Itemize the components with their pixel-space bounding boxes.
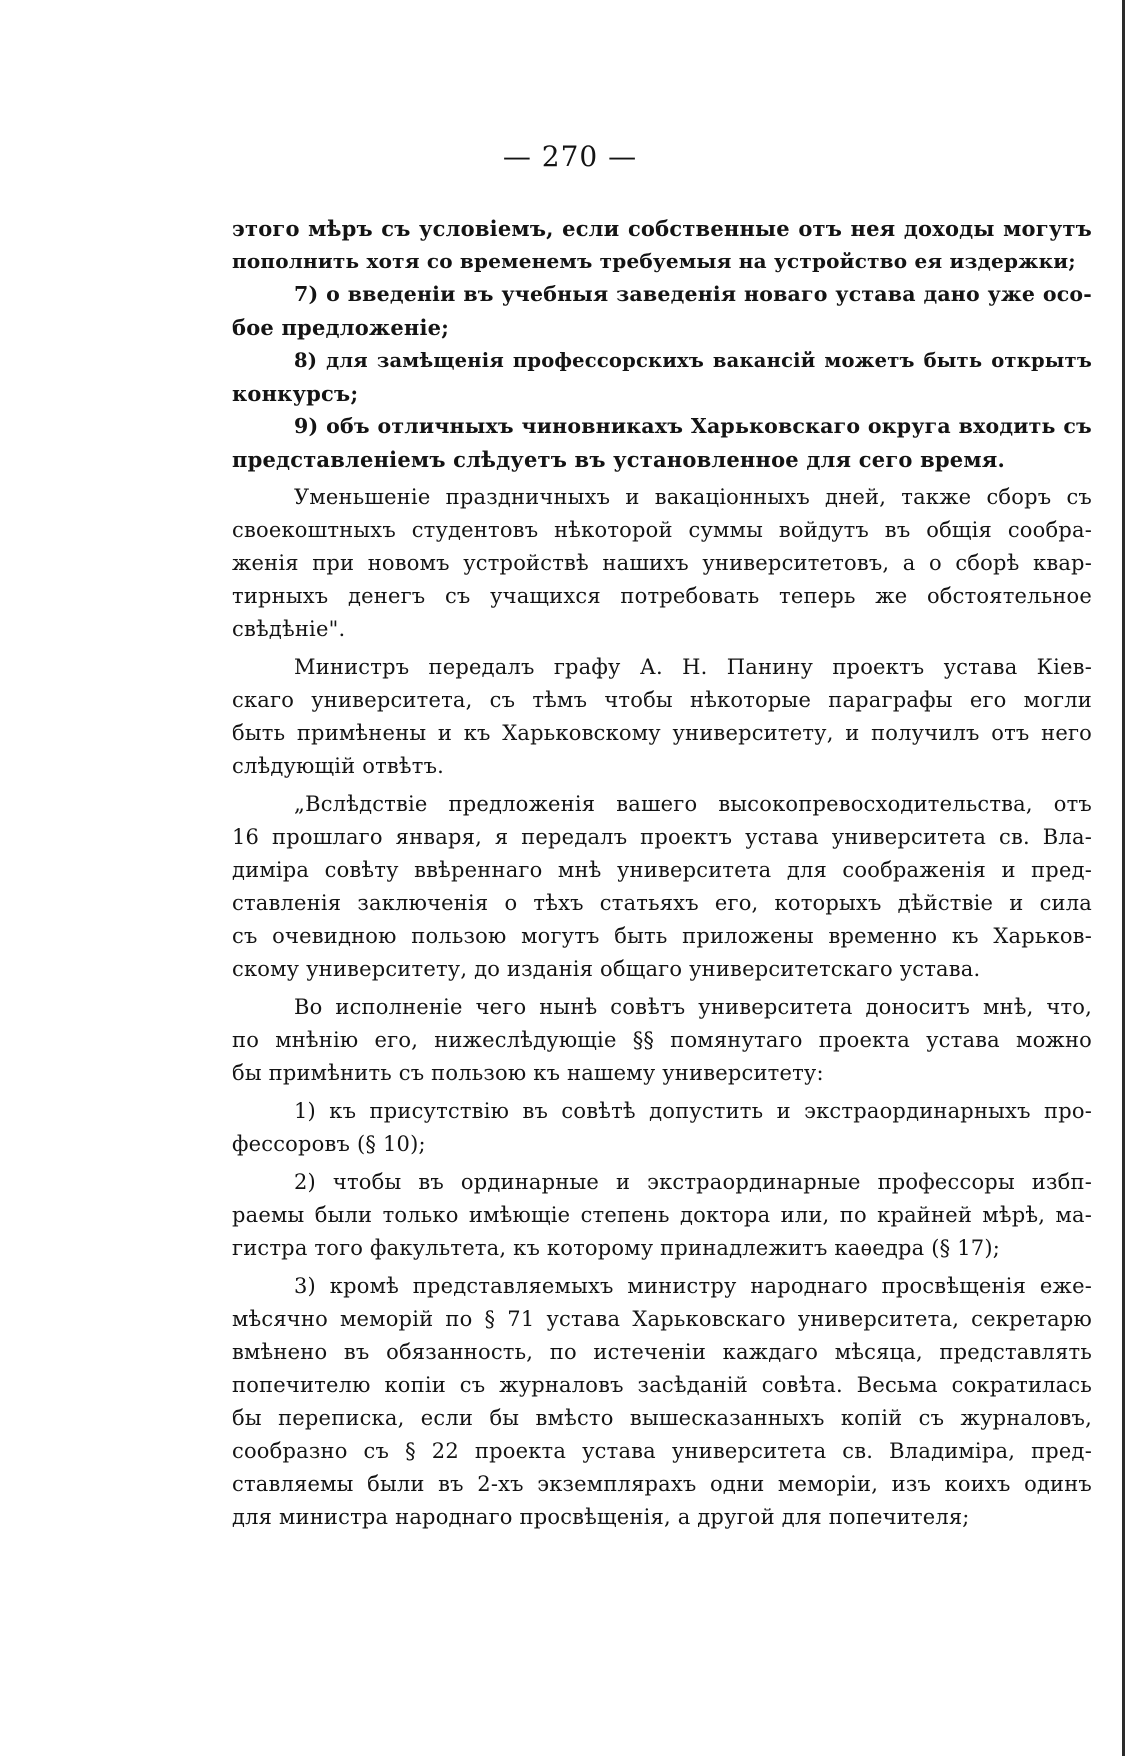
text-line: вмѣнено въ обязанность, по истеченіи каждаго мѣсяца, представлять (232, 1340, 1092, 1364)
text-line: попечителю копіи съ журналовъ засѣданій совѣта. Весьма сократилась (232, 1373, 1092, 1397)
text-line: скому университету, до изданія общаго университетскаго устава. (232, 957, 981, 981)
text-line: слѣдующій отвѣтъ. (232, 754, 445, 778)
text-line: 7) о введеніи въ учебныя заведенія новаго устава дано уже осо- (294, 282, 1092, 306)
text-line: Уменьшеніе праздничныхъ и вакаціонныхъ дней, также сборъ съ (294, 485, 1092, 509)
body-text (232, 212, 1092, 1534)
text-line: бое предложеніе; (232, 315, 450, 340)
text-line: бы примѣнить съ пользою къ нашему университету: (232, 1061, 824, 1085)
text-line: этого мѣръ съ условіемъ, если собственные отъ нея доходы могутъ (232, 216, 1092, 241)
text-line: пополнить хотя со временемъ требуемыя на устройство ея издержки; (232, 249, 1076, 273)
text-line: сообразно съ § 22 проекта устава университета св. Владиміра, пред- (232, 1439, 1092, 1463)
text-line: скаго университета, съ тѣмъ чтобы нѣкоторые параграфы его могли (232, 688, 1092, 712)
text-line: мѣсячно меморій по § 71 устава Харьковскаго университета, секретарю (232, 1307, 1092, 1331)
text-line: 8) для замѣщенія профессорскихъ вакансій можетъ быть открытъ (294, 349, 1092, 372)
text-line: своекоштныхъ студентовъ нѣкоторой суммы войдутъ въ общія сообра- (232, 518, 1092, 542)
text-line: „Вслѣдствіе предложенія вашего высокопревосходительства, отъ (294, 792, 1092, 816)
page-edge-rule (1122, 0, 1125, 1756)
text-line: по мнѣнію его, нижеслѣдующіе §§ помянутаго проекта устава можно (232, 1028, 1092, 1052)
text-line: съ очевидною пользою могутъ быть приложены временно къ Харьков- (232, 924, 1092, 948)
text-line: раемы были только имѣющіе степень доктора или, по крайней мѣрѣ, ма- (232, 1203, 1092, 1227)
text-line: гистра того факультета, къ которому принадлежитъ каѳедра (§ 17); (232, 1236, 1000, 1260)
text-line: свѣдѣніе". (232, 617, 346, 641)
text-line: бы переписка, если бы вмѣсто вышесказанныхъ копій съ журналовъ, (232, 1406, 1092, 1430)
text-line: 16 прошлаго января, я передалъ проектъ устава университета св. Вла- (232, 825, 1092, 849)
text-line: быть примѣнены и къ Харьковскому университету, и получилъ отъ него (232, 721, 1092, 745)
text-line: для министра народнаго просвѣщенія, а другой для попечителя; (232, 1505, 970, 1529)
text-line: тирныхъ денегъ съ учащихся потребовать теперь же обстоятельное (232, 584, 1092, 608)
text-line: 1) къ присутствію въ совѣтѣ допустить и экстраординарныхъ про- (294, 1099, 1092, 1123)
text-line: Министръ передалъ графу А. Н. Панину проектъ устава Кiев- (294, 655, 1092, 679)
text-line: 3) кромѣ представляемыхъ министру народнаго просвѣщенія еже- (294, 1274, 1092, 1298)
text-line: Во исполненіе чего нынѣ совѣтъ университета доноситъ мнѣ, что, (294, 995, 1092, 1019)
text-line: фессоровъ (§ 10); (232, 1132, 426, 1156)
text-line: женія при новомъ устройствѣ нашихъ университетовъ, а о сборѣ квар- (232, 551, 1092, 575)
text-line: ставляемы были въ 2-хъ экземплярахъ одни меморіи, изъ коихъ одинъ (232, 1472, 1092, 1496)
text-line: представленіемъ слѣдуетъ въ установленное для сего время. (232, 447, 1006, 472)
text-line: 9) объ отличныхъ чиновникахъ Харьковскаго округа входить съ (294, 414, 1092, 438)
page-number: — 270 — (502, 140, 638, 173)
text-line: 2) чтобы въ ординарные и экстраординарные профессоры избп- (294, 1170, 1092, 1194)
text-line: конкурсъ; (232, 381, 359, 406)
text-line: ставленія заключенія о тѣхъ статьяхъ его, которыхъ дѣйствіе и сила (232, 891, 1092, 915)
text-line: диміра совѣту ввѣреннаго мнѣ университета для соображенія и пред- (232, 858, 1092, 882)
